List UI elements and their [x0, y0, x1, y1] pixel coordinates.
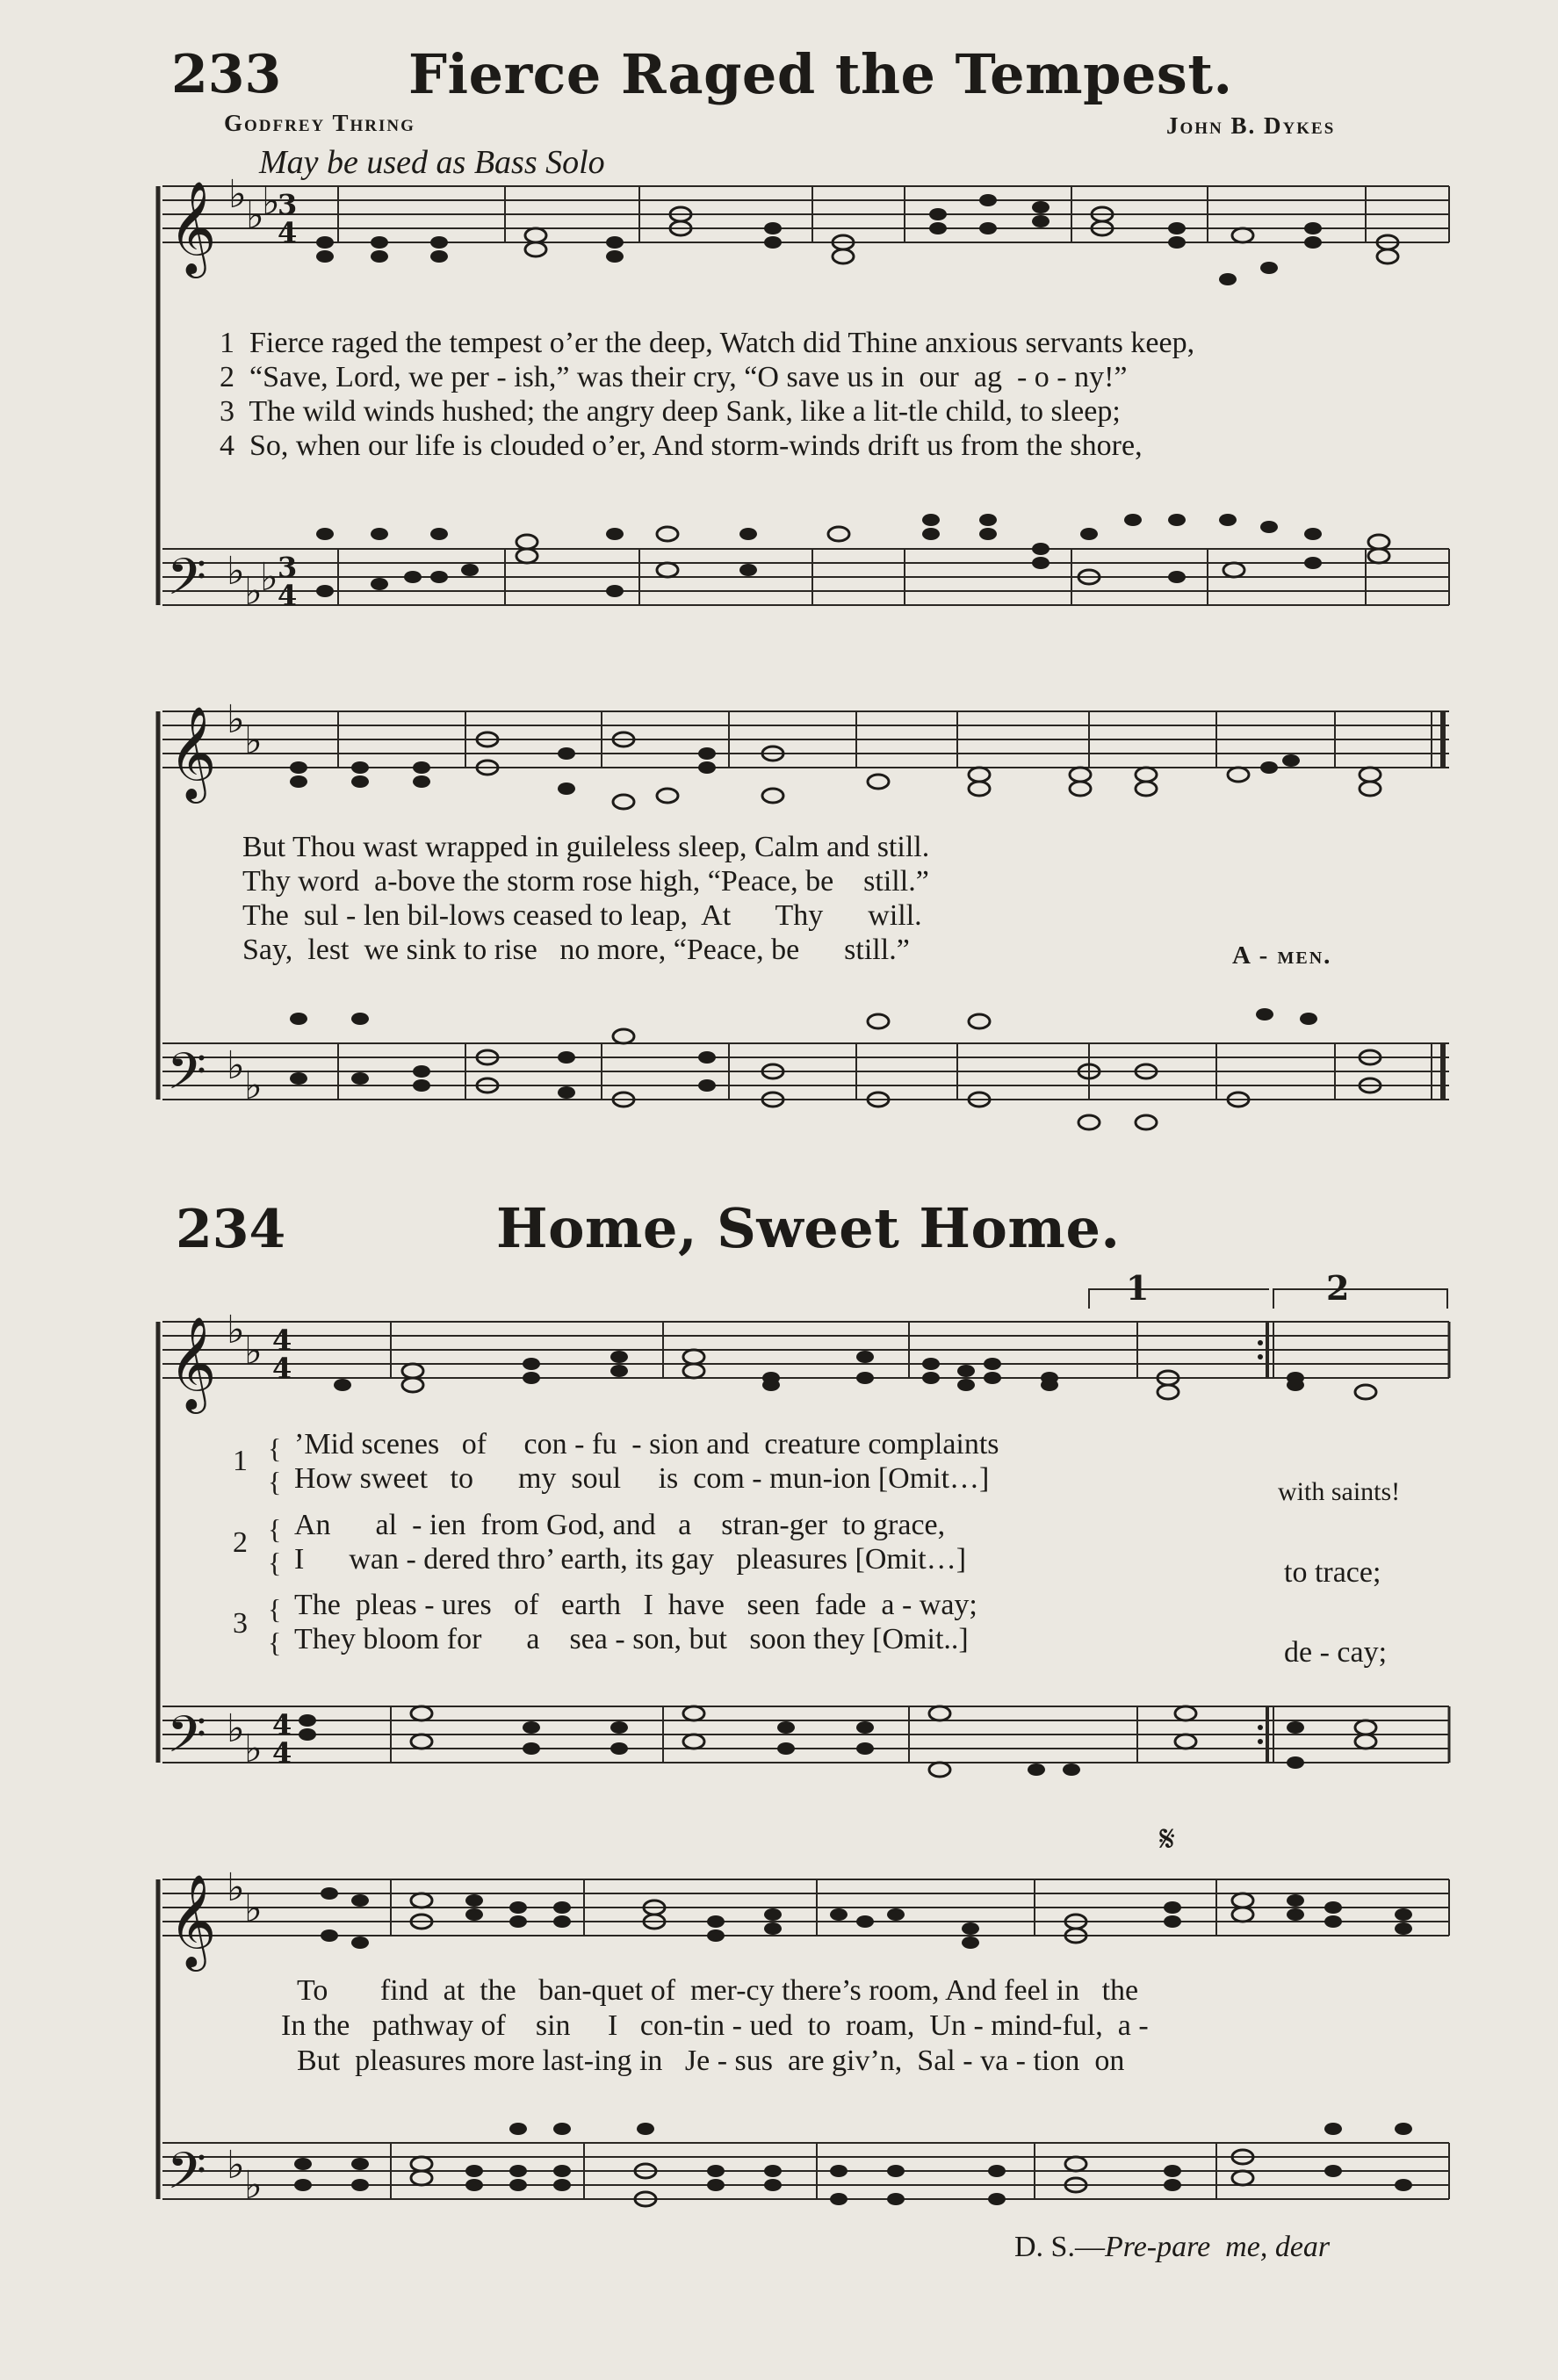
lyric-line: 2 “Save, Lord, we per - ish,” was their cry, “O save us in our ag - o - ny!” — [220, 361, 1128, 393]
svg-text:♭: ♭ — [244, 1727, 263, 1771]
svg-text:♭: ♭ — [244, 569, 263, 614]
verse-3-tail: de - cay; — [1284, 1636, 1388, 1669]
hymn-title: Fierce Raged the Tempest. — [408, 42, 1233, 106]
svg-text:𝄞: 𝄞 — [169, 1873, 217, 1967]
lyric-line: I wan - dered thro’ earth, its gay pleasures [Omit…] — [294, 1543, 967, 1576]
svg-text:4: 4 — [272, 1708, 292, 1742]
hymn-number: 234 — [176, 1199, 286, 1260]
lyric-line: The sul - len bil-lows ceased to leap, At Thy will. — [242, 899, 922, 932]
svg-text:4: 4 — [272, 1323, 292, 1357]
hymn-composer: John B. Dykes — [1166, 112, 1336, 139]
svg-text:♭: ♭ — [244, 2163, 263, 2208]
lyric-line: Say, lest we sink to rise no more, “Peace, be still.” — [242, 934, 910, 966]
svg-text:3: 3 — [278, 188, 298, 221]
verse-2-tail: to trace; — [1284, 1556, 1381, 1589]
verse-brace: { { — [268, 1513, 282, 1578]
hymn-number: 233 — [171, 44, 282, 105]
verse-2-number: 2 — [233, 1526, 248, 1559]
svg-text:♭: ♭ — [227, 2143, 245, 2188]
svg-text:𝄢: 𝄢 — [167, 547, 207, 619]
svg-text:♭: ♭ — [244, 1329, 263, 1374]
segno-sign: 𝄋 — [1159, 1817, 1176, 1860]
svg-text:𝄞: 𝄞 — [169, 705, 217, 799]
lyric-line: An al - ien from God, and a stran-ger to grace, — [294, 1509, 946, 1541]
verse-brace: { { — [268, 1432, 282, 1497]
lyric-line: They bloom for a sea - son, but soon they [Omit..] — [294, 1623, 969, 1655]
ds-text: Pre-pare me, dear — [1104, 2231, 1331, 2263]
amen-text: A - men. — [1232, 941, 1332, 970]
svg-text:♭: ♭ — [227, 1043, 245, 1088]
lyric-line: 1 Fierce raged the tempest o’er the deep, Watch did Thine anxious servants keep, — [220, 327, 1195, 359]
svg-text:♭: ♭ — [227, 1308, 245, 1352]
lyric-line: To find at the ban-quet of mer-cy there’s room, And feel in the — [297, 1974, 1139, 2007]
svg-text:♭: ♭ — [228, 172, 247, 217]
svg-text:3: 3 — [278, 551, 298, 584]
svg-text:4: 4 — [272, 1736, 292, 1770]
lyric-line: Thy word a-bove the storm rose high, “Peace, be still.” — [242, 865, 929, 898]
lyric-line: In the pathway of sin I con-tin - ued to roam, Un - mind-ful, a - — [281, 2009, 1149, 2042]
dal-segno-directive — [1014, 2231, 1330, 2264]
lyric-line: But Thou wast wrapped in guileless sleep, Calm and still. — [242, 831, 930, 863]
svg-text:♭: ♭ — [227, 549, 245, 594]
verse-lyrics-234-system-2 — [281, 1974, 1165, 2080]
svg-text:♭: ♭ — [227, 1706, 245, 1751]
verse-3-number: 3 — [233, 1607, 248, 1640]
hymn-title: Home, Sweet Home. — [496, 1196, 1121, 1260]
svg-text:♭: ♭ — [262, 179, 280, 224]
svg-text:𝄞: 𝄞 — [169, 180, 217, 274]
svg-text:♭: ♭ — [260, 555, 278, 600]
svg-text:♭: ♭ — [244, 1064, 263, 1108]
svg-text:♭: ♭ — [244, 1886, 263, 1931]
lyric-line: 4 So, when our life is clouded o’er, And storm-winds drift us from the shore, — [220, 429, 1143, 462]
verse-brace: { { — [268, 1593, 282, 1658]
lyric-line: But pleasures more last-ing in Je - sus are giv’n, Sal - va - tion on — [297, 2045, 1125, 2077]
svg-text:♭: ♭ — [227, 697, 245, 742]
lyric-line: The pleas - ures of earth I have seen fade a - way; — [294, 1589, 977, 1621]
svg-text:4: 4 — [278, 216, 298, 249]
hymn-author: Godfrey Thring — [224, 110, 415, 136]
verse-1-tail: with saints! — [1278, 1477, 1401, 1506]
svg-text:𝄢: 𝄢 — [167, 1705, 207, 1777]
ending-1-label: 1 — [1126, 1268, 1150, 1308]
lyric-line: 3 The wild winds hushed; the angry deep Sank, like a lit-tle child, to sleep; — [220, 395, 1121, 428]
svg-text:♭: ♭ — [246, 193, 264, 238]
performance-note: May be used as Bass Solo — [259, 144, 605, 181]
svg-text:4: 4 — [278, 579, 298, 612]
ending-2-label: 2 — [1326, 1268, 1350, 1308]
svg-text:𝄞: 𝄞 — [169, 1316, 217, 1410]
lyric-line: ’Mid scenes of con - fu - sion and creature complaints — [294, 1428, 999, 1460]
svg-text:𝄢: 𝄢 — [167, 2141, 207, 2213]
verse-1-number: 1 — [233, 1445, 248, 1477]
lyric-line: How sweet to my soul is com - mun-ion [Omit…] — [294, 1462, 990, 1495]
svg-text:𝄢: 𝄢 — [167, 1042, 207, 1114]
svg-text:♭: ♭ — [244, 718, 263, 763]
svg-text:♭: ♭ — [227, 1865, 245, 1910]
ds-label: D. S.— — [1014, 2231, 1105, 2263]
svg-text:4: 4 — [272, 1352, 292, 1385]
